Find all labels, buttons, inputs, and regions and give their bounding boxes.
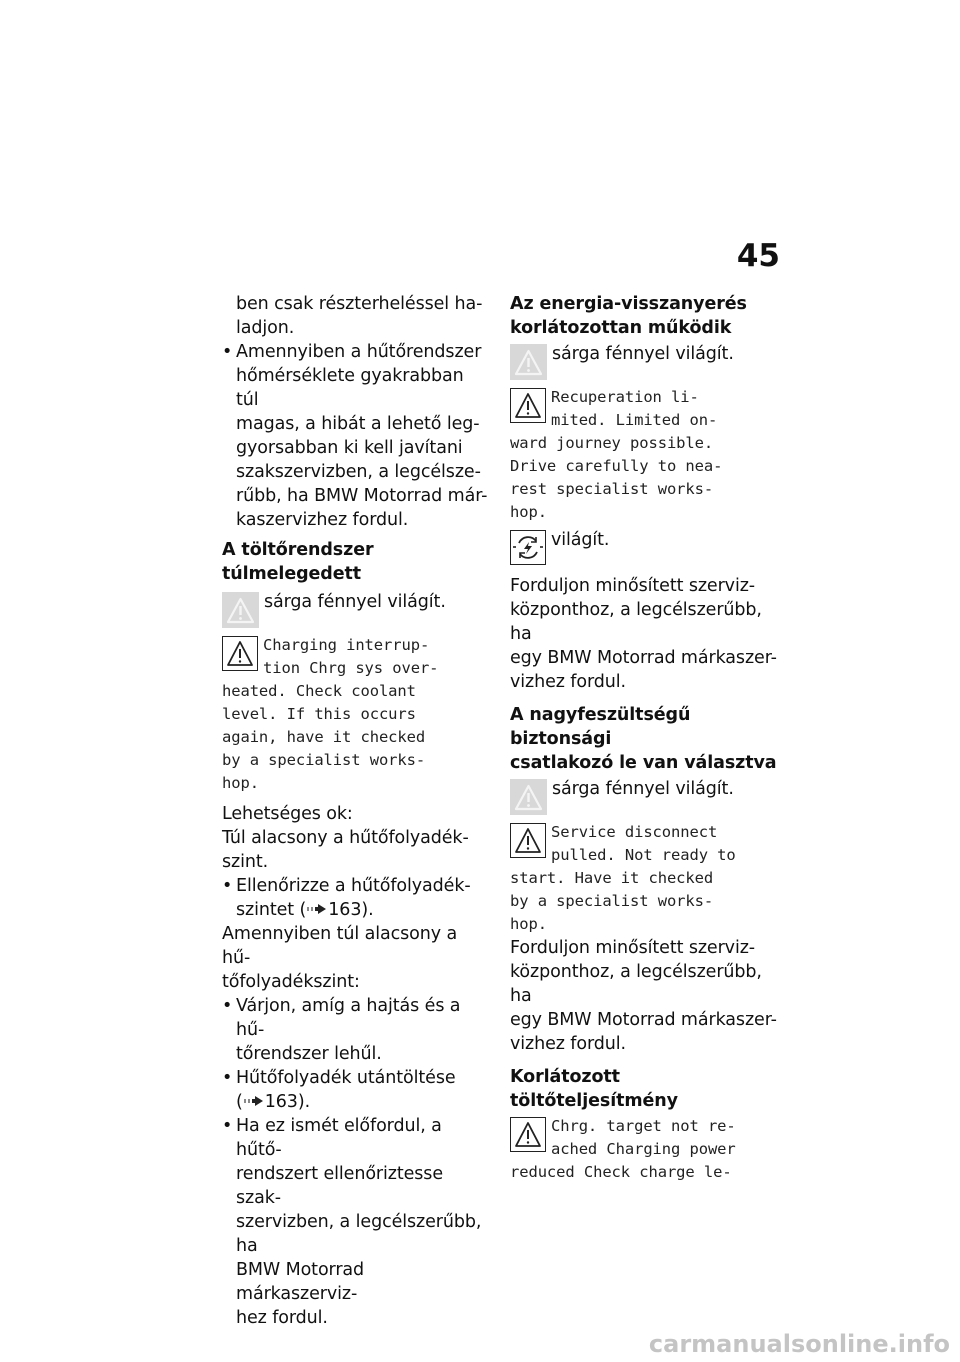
message-line: hop. — [510, 503, 547, 521]
warning-triangle-icon — [510, 388, 546, 423]
text-line: Hűtőfolyadék utántöltése — [236, 1068, 456, 1088]
message-line: heated. Check coolant — [222, 682, 416, 700]
text-fragment: ( — [236, 1092, 243, 1112]
status-text: sárga fénnyel világít. — [552, 344, 734, 364]
text-line: rendszert ellenőriztesse szak- — [236, 1164, 443, 1208]
cause-text — [222, 826, 490, 874]
message-line: hop. — [222, 774, 259, 792]
message-line: ward journey possible. — [510, 434, 714, 452]
warning-triangle-icon — [222, 592, 259, 628]
text-line: Ha ez ismét előfordul, a hűtő- — [236, 1116, 442, 1160]
text-line: Amennyiben túl alacsony a hű- — [222, 924, 458, 968]
text-line — [236, 898, 490, 922]
message-line: start. Have it checked — [510, 869, 714, 887]
text-line: magas, a hibát a lehető leg- — [236, 414, 480, 434]
instruction-paragraph — [510, 574, 782, 694]
display-message — [222, 634, 490, 795]
section-heading — [510, 292, 782, 340]
text-line: BMW Motorrad márkaszerviz- — [236, 1260, 365, 1304]
message-line: by a specialist works- — [222, 751, 426, 769]
text-line: vizhez fordul. — [510, 1034, 626, 1054]
warning-triangle-icon — [510, 344, 547, 380]
text-line: tőrendszer lehűl. — [236, 1044, 382, 1064]
recuperation-icon — [510, 530, 546, 565]
message-line: ached Charging power — [551, 1140, 736, 1158]
text-line: Amennyiben a hűtőrendszer — [236, 342, 482, 362]
text-fragment: szintet ( — [236, 900, 307, 920]
heading-line: csatlakozó le van választva — [510, 753, 777, 773]
heading-line: A nagyfeszültségű biztonsági — [510, 705, 691, 749]
section-heading — [510, 703, 782, 775]
text-line: gyorsabban ki kell javítani — [236, 438, 463, 458]
status-row — [510, 528, 782, 567]
message-line: reduced Check charge le- — [510, 1163, 732, 1181]
warning-triangle-icon — [510, 779, 547, 815]
message-line: Drive carefully to nea- — [510, 457, 723, 475]
bullet-item — [222, 874, 490, 922]
display-message — [510, 821, 782, 936]
text-line: szervizben, a legcélszerűbb, ha — [236, 1212, 482, 1256]
message-line: hop. — [510, 915, 547, 933]
watermark: carmanualsonline.info — [648, 1330, 950, 1358]
text-line — [236, 1090, 490, 1114]
status-text: sárga fénnyel világít. — [264, 592, 446, 612]
text-line: szint. — [222, 852, 269, 872]
message-line: mited. Limited on- — [551, 411, 718, 429]
section-heading: Korlátozott töltőteljesítmény — [510, 1067, 678, 1111]
continued-text — [222, 292, 490, 340]
bullet-icon: • — [222, 876, 233, 896]
status-text: sárga fénnyel világít. — [552, 779, 734, 799]
warning-triangle-icon — [222, 636, 258, 671]
message-line: Service disconnect — [551, 823, 718, 841]
message-line: pulled. Not ready to — [551, 846, 736, 864]
text-line: ladjon. — [236, 318, 295, 338]
text-line: vizhez fordul. — [510, 672, 626, 692]
page-reference-arrow-icon[interactable] — [243, 1090, 265, 1114]
text-line: hez fordul. — [236, 1308, 328, 1328]
bullet-item — [222, 340, 490, 532]
text-line: egy BMW Motorrad márkaszer- — [510, 1010, 777, 1030]
warning-triangle-icon — [510, 823, 546, 858]
display-message — [510, 1115, 782, 1184]
message-line: Chrg. target not re- — [551, 1117, 736, 1135]
text-line: szakszervizben, a legcélsze- — [236, 462, 481, 482]
message-line: Recuperation li- — [551, 388, 699, 406]
display-message — [510, 386, 782, 524]
text-line: hőmérséklete gyakrabban túl — [236, 366, 464, 410]
status-row — [222, 590, 490, 630]
right-column — [510, 292, 782, 1184]
heading-line: Az energia-visszanyerés — [510, 294, 747, 314]
text-line: Túl alacsony a hűtőfolyadék- — [222, 828, 469, 848]
text-line: rűbb, ha BMW Motorrad már- — [236, 486, 488, 506]
warning-triangle-icon — [510, 1117, 546, 1152]
text-line: tőfolyadékszint: — [222, 972, 360, 992]
status-text: világít. — [551, 530, 610, 550]
bullet-icon: • — [222, 342, 233, 362]
text-line: ben csak részterheléssel ha- — [236, 294, 483, 314]
message-line: level. If this occurs — [222, 705, 416, 723]
text-line: Ellenőrizze a hűtőfolyadék- — [236, 876, 471, 896]
text-line: Forduljon minősített szerviz- — [510, 576, 756, 596]
message-line: again, have it checked — [222, 728, 426, 746]
instruction-paragraph — [510, 936, 782, 1056]
message-line: tion Chrg sys over- — [263, 659, 439, 677]
text-line: Várjon, amíg a hajtás és a hű- — [236, 996, 461, 1040]
text-line: Forduljon minősített szerviz- — [510, 938, 756, 958]
text-line: egy BMW Motorrad márkaszer- — [510, 648, 777, 668]
cause-label: Lehetséges ok: — [222, 804, 353, 824]
bullet-item — [222, 1114, 490, 1330]
bullet-item — [222, 994, 490, 1066]
page-reference[interactable]: 163). — [264, 1092, 311, 1112]
heading-line: korlátozottan működik — [510, 318, 732, 338]
bullet-icon: • — [222, 1116, 233, 1136]
message-line: Charging interrup- — [263, 636, 430, 654]
page-reference-arrow-icon[interactable] — [306, 898, 328, 922]
left-column — [222, 292, 490, 1330]
text-line: kaszervizhez fordul. — [236, 510, 409, 530]
bullet-item — [222, 1066, 490, 1114]
page-number: 45 — [736, 238, 780, 274]
text-line: központhoz, a legcélszerűbb, ha — [510, 600, 762, 644]
condition-text — [222, 922, 490, 994]
message-line: rest specialist works- — [510, 480, 714, 498]
message-line: by a specialist works- — [510, 892, 714, 910]
text-line: központhoz, a legcélszerűbb, ha — [510, 962, 762, 1006]
bullet-icon: • — [222, 1068, 233, 1088]
section-heading: A töltőrendszer túlmelegedett — [222, 540, 374, 584]
page-reference[interactable]: 163). — [328, 900, 374, 920]
status-row — [510, 342, 782, 382]
status-row — [510, 777, 782, 817]
bullet-icon: • — [222, 996, 233, 1016]
